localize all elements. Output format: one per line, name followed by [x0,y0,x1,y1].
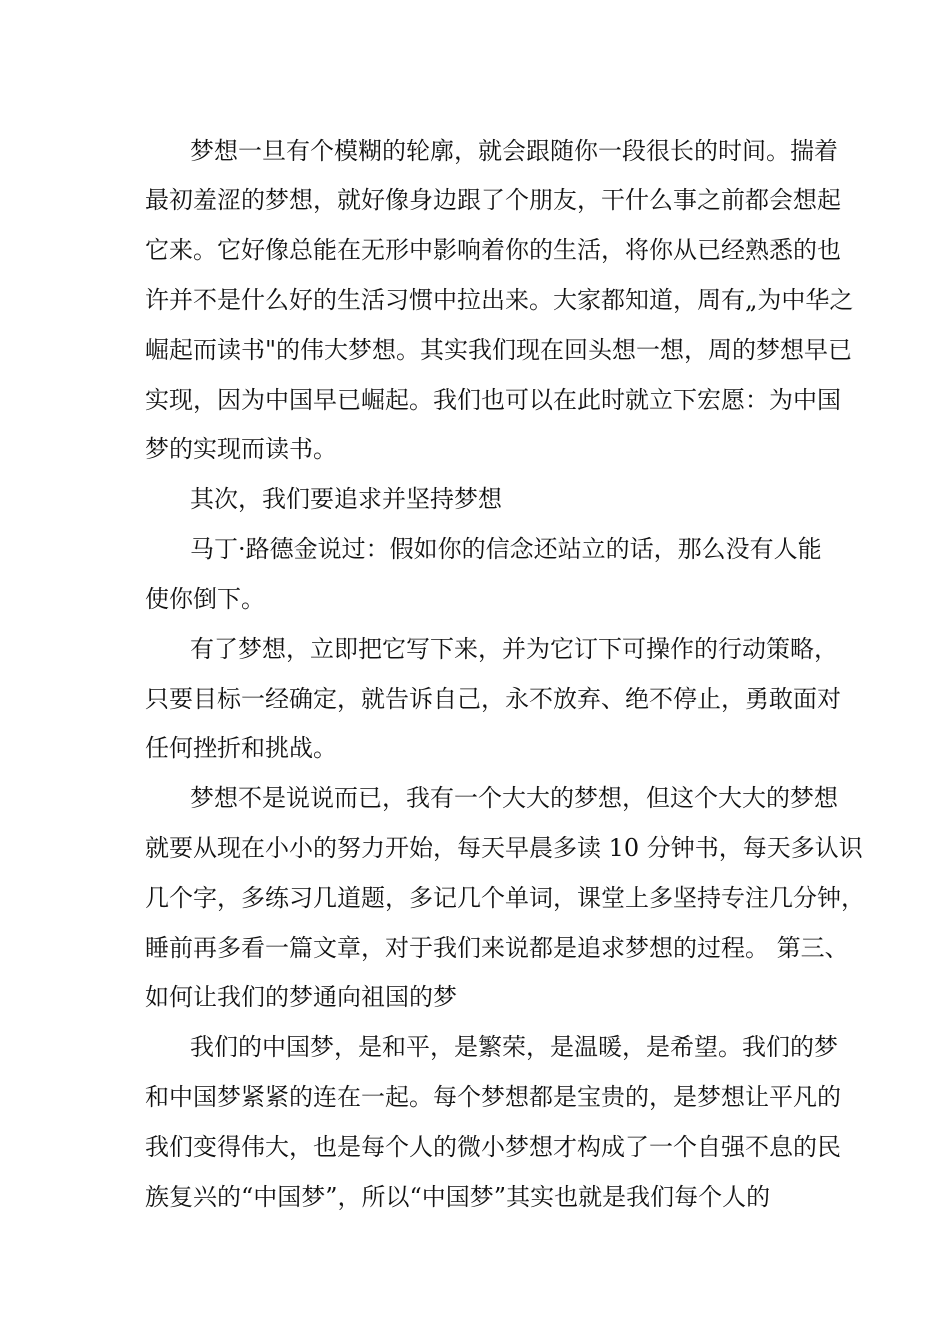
text-line: 有了梦想，立即把它写下来，并为它订下可操作的行动策略， [190,635,838,663]
text-line: 睡前再多看一篇文章，对于我们来说都是追求梦想的过程。 第三、 [145,934,849,962]
text-line: 梦想不是说说而已，我有一个大大的梦想，但这个大大的梦想 [190,784,838,812]
text-line: 使你倒下。 [145,585,265,613]
text-line: 许并不是什么好的生活习惯中拉出来。大家都知道，周有„为中华之 [145,286,854,314]
text-line: 几个字，多练习几道题，多记几个单词，课堂上多坚持专注几分钟， [145,884,865,912]
text-line: 崛起而读书"的伟大梦想。其实我们现在回头想一想，周的梦想早已 [145,336,853,364]
text-line: 如何让我们的梦通向祖国的梦 [145,983,457,1011]
text-line: 我们变得伟大，也是每个人的微小梦想才构成了一个自强不息的民 [145,1133,841,1161]
text-line: 梦想一旦有个模糊的轮廓，就会跟随你一段很长的时间。揣着 [190,137,838,165]
section-heading: 其次，我们要追求并坚持梦想 [190,485,502,513]
text-line: 只要目标一经确定，就告诉自己，永不放弃、绝不停止，勇敢面对 [145,685,841,713]
text-line: 梦的实现而读书。 [145,435,337,463]
text-line: 实现，因为中国早已崛起。我们也可以在此时就立下宏愿：为中国 [145,386,841,414]
text-line: 就要从现在小小的努力开始，每天早晨多读 10 分钟书，每天多认识 [145,834,863,862]
text-line: 最初羞涩的梦想，就好像身边跟了个朋友，干什么事之前都会想起 [145,186,841,214]
text-line: 任何挫折和挑战。 [145,734,337,762]
text-line: 我们的中国梦，是和平，是繁荣，是温暖，是希望。我们的梦 [190,1033,838,1061]
text-line: 族复兴的“中国梦”，所以“中国梦”其实也就是我们每个人的 [145,1183,771,1211]
text-line: 它来。它好像总能在无形中影响着你的生活，将你从已经熟悉的也 [145,236,841,264]
text-line: 马丁·路德金说过：假如你的信念还站立的话，那么没有人能 [190,535,822,563]
text-line: 和中国梦紧紧的连在一起。每个梦想都是宝贵的，是梦想让平凡的 [145,1083,841,1111]
